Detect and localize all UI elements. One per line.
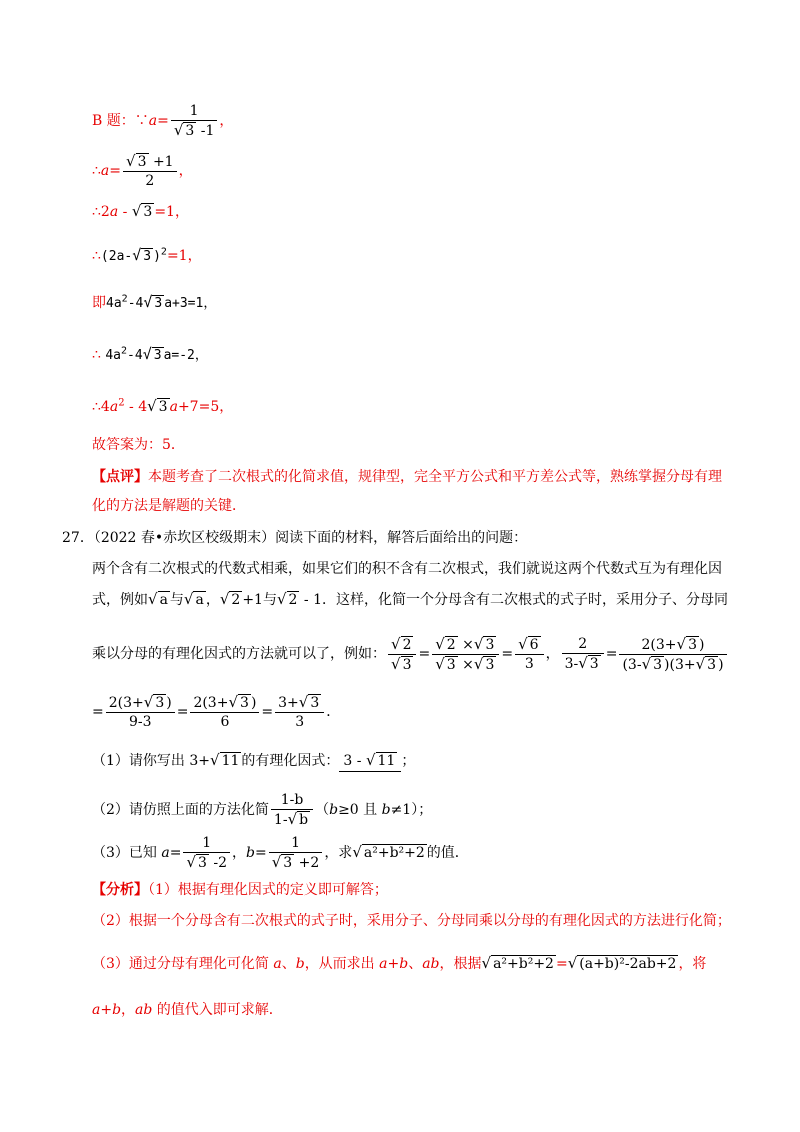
analysis-line-2: （2）根据一个分母含有二次根式的式子时，采用分子、分母同乘以分母的有理化因式的方法进行化简；: [92, 913, 731, 929]
fraction: $\frac{√ 2}{√ 3}$: [388, 635, 416, 674]
fraction: $\frac{2(3+√ 3 )}{9-3}$: [106, 693, 175, 731]
fraction: $\frac{√ 2 \times√ 3}{√ 3 \times√ 3}$: [432, 635, 499, 674]
solution-b-line-7: $\therefore 4a^2 - 4√$ 3 a+7=5，: [92, 397, 234, 415]
fraction: $\frac{1}{√ 3 -1}$: [171, 102, 218, 140]
q27-sub-1: （1）请你写出 3+√ 11 的有理化因式： 3 - √ 11 ；: [92, 750, 415, 772]
q27-paragraph-2: 式，例如√ a 与√ a ，√ 2 +1与√ 2 - 1．这样，化简一个分母含有二次根式的式子时，采用分子、分母同: [92, 590, 728, 608]
solution-b-line-3: ∴2a - √ 3 =1，: [92, 202, 189, 220]
fraction: $\frac{2}{3-√ 3}$: [562, 635, 604, 673]
fraction: $\frac{3+√ 3}{3}$: [275, 693, 324, 731]
comment-line-1: 【点评】本题考查了二次根式的化简求值，规律型，完全平方公式和平方差公式等，熟练掌握分母有理: [92, 469, 722, 485]
solution-b-line-6: ∴ $4a^2-4√$ 3 a=-2，: [92, 345, 208, 363]
solution-b-line-1: B 题：∵a= $\frac{1}{√ 3 -1}$ ，: [92, 103, 234, 139]
q27-sub-3: （3）已知 a= $\frac{1}{√ 3 -2}$ ，b= $\frac{1}{√ 3 +2}$ ，求√ a²+b²+2 的值．: [92, 835, 469, 871]
comment-line-2: 化的方法是解题的关键．: [92, 498, 246, 514]
answer-blank: 3 - √ 11: [339, 750, 401, 772]
analysis-line-3: （3）通过分母有理化可化简 a、b，从而求出 a+b、ab，根据√ a²+b²+2 =√ (a+b)²-2ab+2 ，将: [92, 954, 707, 972]
fraction: $\frac{1}{√ 3 -2}$: [183, 834, 230, 872]
fraction: $\frac{2(3+√ 3 )}{6}$: [190, 693, 259, 731]
solution-b-line-4: ∴(2a-√ 3 )$^2$=1，: [92, 246, 202, 264]
solution-b-line-5: 即$4a^2-4√$ 3 a+3=1，: [92, 293, 217, 311]
fraction: $\frac{2(3+√ 3 )}{(3-√ 3 )(3+√ 3 )}$: [619, 635, 726, 674]
answer-line: 故答案为：5．: [92, 437, 185, 453]
fraction: $\frac{1-b}{1-√ b}$: [271, 791, 313, 829]
fraction: $\frac{√ 3 +1}{2}$: [123, 152, 177, 190]
fraction: $\frac{1}{√ 3 +2}$: [269, 834, 323, 872]
q27-paragraph-1: 两个含有二次根式的代数式相乘，如果它们的积不含有二次根式，我们就说这两个代数式互为有理化因: [92, 561, 722, 577]
question-27-header: 27．（2022 春•赤坎区校级期末）阅读下面的材料，解答后面给出的问题：: [62, 530, 528, 546]
q27-sub-2: （2）请仿照上面的方法化简 $\frac{1-b}{1-√ b}$ （b≥0 且 b≠1）；: [92, 792, 433, 828]
solution-b-line-2: ∴a= $\frac{√ 3 +1}{2}$ ，: [92, 152, 193, 189]
analysis-line-4: a+b，ab 的值代入即可求解．: [92, 1002, 283, 1018]
q27-paragraph-3: 乘以分母的有理化因式的方法就可以了，例如： $\frac{√ 2}{√ 3}$ = $\frac{√ 2 \times√ 3}{√ 3 \times√ 3}$ = $\frac{√ 6}{3}$ ， $\frac{2}{3-√ 3}$ = $\frac{2(3+√ 3 )}{(3-√ 3 )(3+√ 3 )}$: [92, 632, 729, 676]
q27-example-row-2: = $\frac{2(3+√ 3 )}{9-3}$ = $\frac{2(3+√ 3 )}{6}$ = $\frac{3+√ 3}{3}$ ．: [92, 693, 341, 730]
fraction: $\frac{√ 6}{3}$: [515, 635, 543, 673]
analysis-line-1: 【分析】（1）根据有理化因式的定义即可解答；: [92, 882, 388, 898]
